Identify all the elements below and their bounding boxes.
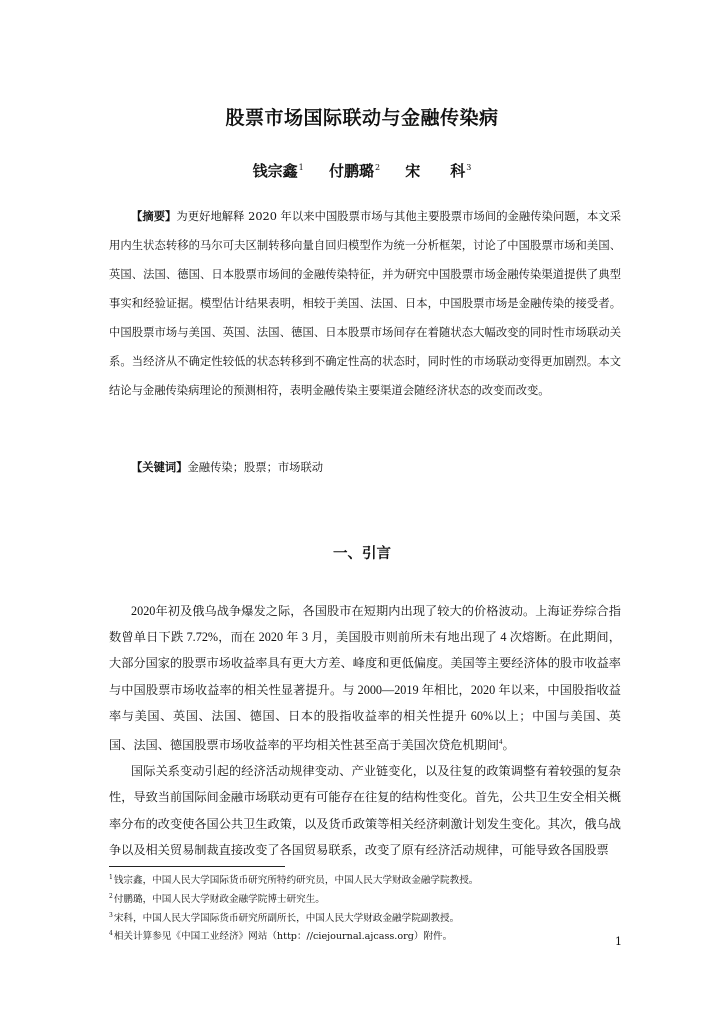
footnote: [109, 908, 621, 927]
page-number: 1: [615, 935, 622, 948]
footnote-mark: 2: [109, 892, 113, 900]
abstract-label: 【摘要】: [131, 209, 177, 223]
author-name: 付鹏璐: [328, 162, 374, 180]
author-name: 钱宗鑫: [252, 162, 298, 180]
paragraph-text: 国际关系变动引起的经济活动规律变动、产业链变化，以及往复的政策调整有着较强的复杂性，导致当前国际间金融市场联动更有可能存在往复的结构性变化。首先，公共卫生安全相关概率分布的改变使各国公共卫生政策，以及货币政策等相关经济刺激计划发生变化。其次，俄乌战争以及相关贸易制裁直接改变了各国贸易联系，改变了原有经济活动规律，可能导致各国股票: [109, 764, 621, 857]
author-3: [405, 162, 471, 180]
paragraph: [109, 758, 621, 863]
author-2: [329, 162, 380, 180]
footnote-mark: 3: [109, 911, 113, 919]
footnote-text: 相关计算参见《中国工业经济》网站（http：//ciejournal.ajcass.org）附件。: [113, 931, 453, 943]
footnote: [109, 889, 621, 908]
paragraph-text: 2020年初及俄乌战争爆发之际，各国股市在短期内出现了较大的价格波动。上海证券综合指数曾单日下跌 7.72%，而在 2020 年 3 月，美国股市则前所未有地出现了 4 次熔断。在此期间，大部分国家的股票市场收益率具有更大方差、峰度和更低偏度。美国等主要经济体的股市收益率与中国股票市场收益率的相关性显著提升。与 2000—2019 年相比，2020 年以来，中国股指收益率与美国、英国、法国、德国、日本的股指收益率的相关性提升 60%以上；中国与美国、英国、法国、德国股票市场收益率的平均相关性甚至高于美国次贷危机期间: [109, 604, 621, 753]
keywords-text: 金融传染；股票；市场联动: [187, 461, 324, 474]
author-1: [253, 162, 304, 180]
footnote-reference[interactable]: 4: [499, 738, 503, 747]
footnote-mark: 1: [109, 874, 113, 881]
abstract: [109, 202, 621, 405]
section-heading: 一、引言: [333, 546, 391, 562]
footnote-divider: [109, 866, 285, 867]
footnote-text: 付鹏璐，中国人民大学财政金融学院博士研究生。: [113, 893, 325, 905]
footnote: [109, 926, 621, 945]
footnote-list: [109, 870, 621, 945]
author-footnote-mark: 1: [298, 163, 304, 172]
footnote: [109, 870, 621, 889]
author-list: [0, 160, 724, 181]
footnote-mark: 4: [109, 930, 113, 938]
author-footnote-mark: 3: [466, 163, 472, 172]
keywords: [131, 457, 621, 478]
abstract-text: 为更好地解释 2020 年以来中国股票市场与其他主要股票市场间的金融传染问题，本文采用内生状态转移的马尔可夫区制转移向量自回归模型作为统一分析框架，讨论了中国股票市场和美国、英国、法国、德国、日本股票市场间的金融传染特征，并为研究中国股票市场金融传染渠道提供了典型事实和经验证据。模型估计结果表明，相较于美国、法国、日本，中国股票市场是金融传染的接受者。中国股票市场与美国、英国、法国、德国、日本股票市场间存在着随状态大幅改变的同时性市场联动关系。当经济从不确定性较低的状态转移到不确定性高的状态时，同时性的市场联动变得更加剧烈。本文结论与金融传染病理论的预测相符，表明金融传染主要渠道会随经济状态的改变而改变。: [109, 210, 621, 397]
footnote-text: 宋科，中国人民大学国际货币研究所副所长，中国人民大学财政金融学院副教授。: [113, 912, 460, 924]
paper-title: 股票市场国际联动与金融传染病: [225, 107, 499, 129]
keywords-label: 【关键词】: [131, 460, 188, 474]
footnote-text: 钱宗鑫，中国人民大学国际货币研究所特约研究员，中国人民大学财政金融学院教授。: [113, 875, 479, 887]
body-text: [109, 598, 621, 863]
paragraph: [109, 598, 621, 758]
paragraph-tail: 。: [502, 738, 515, 753]
author-name: 宋 科: [405, 162, 466, 180]
author-footnote-mark: 2: [374, 163, 381, 172]
